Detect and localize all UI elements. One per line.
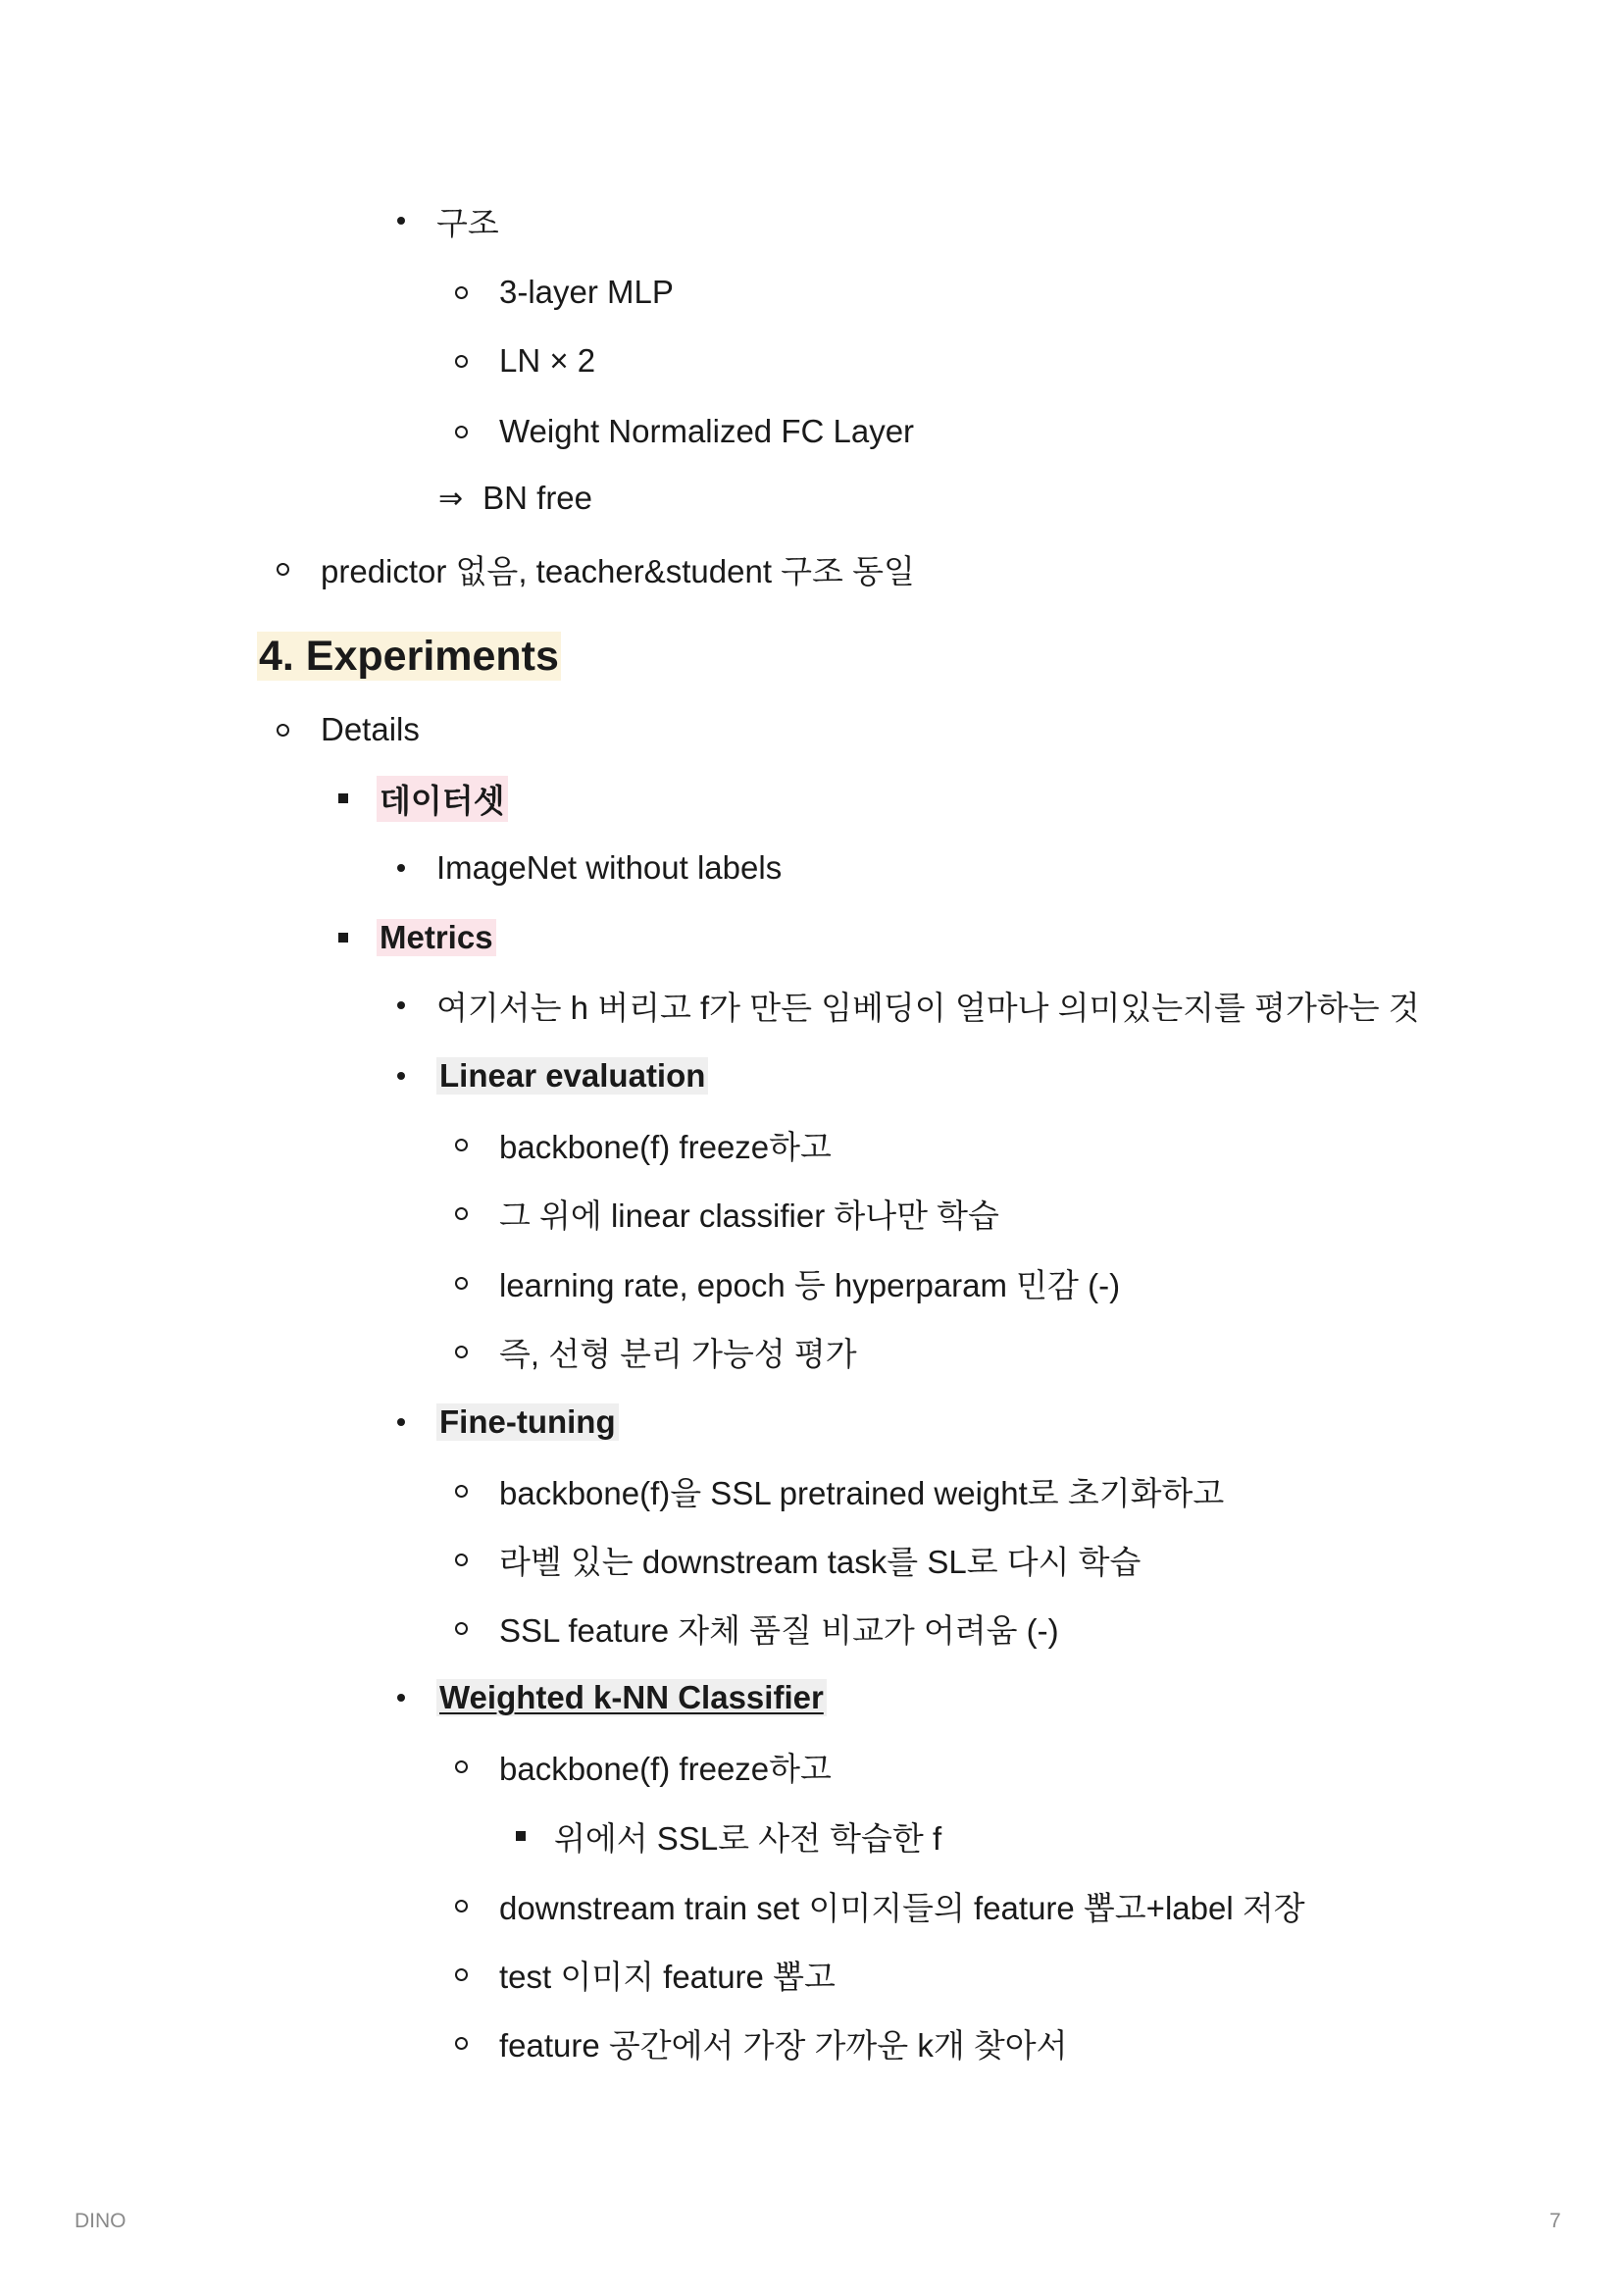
list-item xyxy=(455,1536,1141,1583)
list-item xyxy=(455,269,674,316)
bullet-circle-icon xyxy=(455,1554,468,1566)
highlighted-label: 데이터셋 xyxy=(377,776,508,822)
list-item-text: 구조 xyxy=(436,204,499,241)
list-item-text: SSL feature 자체 품질 비교가 어려움 (-) xyxy=(499,1611,1059,1649)
implies-arrow-icon: ⇒ xyxy=(438,482,464,515)
bullet-square-icon xyxy=(516,1831,526,1841)
list-item xyxy=(516,1812,941,1860)
list-item xyxy=(397,982,1420,1029)
list-item xyxy=(455,1743,832,1790)
list-item xyxy=(397,1052,708,1099)
list-item xyxy=(277,706,420,753)
bullet-disc-icon xyxy=(397,864,405,872)
list-item xyxy=(338,914,496,961)
highlighted-label: Fine-tuning xyxy=(436,1403,619,1441)
list-item xyxy=(455,1328,857,1375)
list-item xyxy=(455,408,914,455)
list-item xyxy=(397,844,782,892)
page-number: 7 xyxy=(1549,2210,1561,2232)
bullet-circle-icon xyxy=(455,426,468,438)
list-item xyxy=(438,475,592,522)
bullet-disc-icon xyxy=(397,1418,405,1426)
bullet-circle-icon xyxy=(277,724,289,737)
list-item-text: backbone(f)을 SSL pretrained weight로 초기화하고 xyxy=(499,1474,1225,1511)
list-item-text: BN free xyxy=(482,480,593,516)
list-item-text: backbone(f) freeze하고 xyxy=(499,1128,832,1165)
list-item xyxy=(455,1190,999,1237)
list-item-text: ImageNet without labels xyxy=(436,849,783,886)
list-item-text: 여기서는 h 버리고 f가 만든 임베딩이 얼마나 의미있는지를 평가하는 것 xyxy=(436,989,1420,1026)
list-item xyxy=(277,545,915,592)
footer-title: DINO xyxy=(75,2210,127,2232)
list-item-text: feature 공간에서 가장 가까운 k개 찾아서 xyxy=(499,2026,1068,2064)
list-item-text: Details xyxy=(321,711,420,747)
bullet-square-icon xyxy=(338,933,348,943)
bullet-circle-icon xyxy=(455,1622,468,1635)
list-item-text: 라벨 있는 downstream task를 SL로 다시 학습 xyxy=(499,1543,1142,1580)
bullet-circle-icon xyxy=(455,1277,468,1290)
bullet-circle-icon xyxy=(455,1485,468,1498)
list-item-text: test 이미지 feature 뽑고 xyxy=(499,1958,836,1995)
list-item xyxy=(455,1259,1120,1306)
highlighted-link[interactable]: Weighted k-NN Classifier xyxy=(436,1679,827,1716)
section-heading: 4. Experiments xyxy=(259,633,559,680)
bullet-disc-icon xyxy=(397,1001,405,1009)
bullet-circle-icon xyxy=(455,286,468,299)
bullet-disc-icon xyxy=(397,217,405,225)
list-item xyxy=(455,1467,1224,1514)
bullet-circle-icon xyxy=(277,563,289,576)
list-item-text: learning rate, epoch 등 hyperparam 민감 (-) xyxy=(499,1266,1121,1303)
bullet-square-icon xyxy=(338,793,348,803)
bullet-circle-icon xyxy=(455,1346,468,1358)
list-item-text: 위에서 SSL로 사전 학습한 f xyxy=(554,1819,942,1857)
list-item xyxy=(455,2019,1068,2066)
bullet-circle-icon xyxy=(455,1207,468,1220)
list-item xyxy=(397,1399,619,1446)
list-item xyxy=(455,1121,832,1168)
bullet-circle-icon xyxy=(455,1900,468,1912)
list-item xyxy=(455,1882,1305,1929)
list-item-text: predictor 없음, teacher&student 구조 동일 xyxy=(321,552,915,589)
highlighted-label: Linear evaluation xyxy=(436,1057,708,1095)
bullet-circle-icon xyxy=(455,1968,468,1981)
list-item-text: LN × 2 xyxy=(499,342,596,379)
bullet-circle-icon xyxy=(455,1760,468,1773)
highlighted-label: Metrics xyxy=(377,919,496,956)
list-item xyxy=(455,337,595,384)
bullet-circle-icon xyxy=(455,2037,468,2050)
list-item-text: 즉, 선형 분리 가능성 평가 xyxy=(499,1335,857,1372)
list-item xyxy=(397,1674,827,1721)
list-item-text: downstream train set 이미지들의 feature 뽑고+label 저장 xyxy=(499,1889,1305,1926)
bullet-disc-icon xyxy=(397,1072,405,1080)
list-item-text: backbone(f) freeze하고 xyxy=(499,1750,832,1787)
list-item xyxy=(455,1951,836,1998)
list-item-text: Weight Normalized FC Layer xyxy=(499,413,915,449)
list-item xyxy=(397,197,499,244)
list-item-text: 3-layer MLP xyxy=(499,274,674,310)
list-item xyxy=(338,775,508,822)
bullet-circle-icon xyxy=(455,355,468,368)
list-item-text: 그 위에 linear classifier 하나만 학습 xyxy=(499,1197,999,1234)
bullet-disc-icon xyxy=(397,1694,405,1702)
bullet-circle-icon xyxy=(455,1139,468,1151)
list-item xyxy=(455,1605,1059,1652)
